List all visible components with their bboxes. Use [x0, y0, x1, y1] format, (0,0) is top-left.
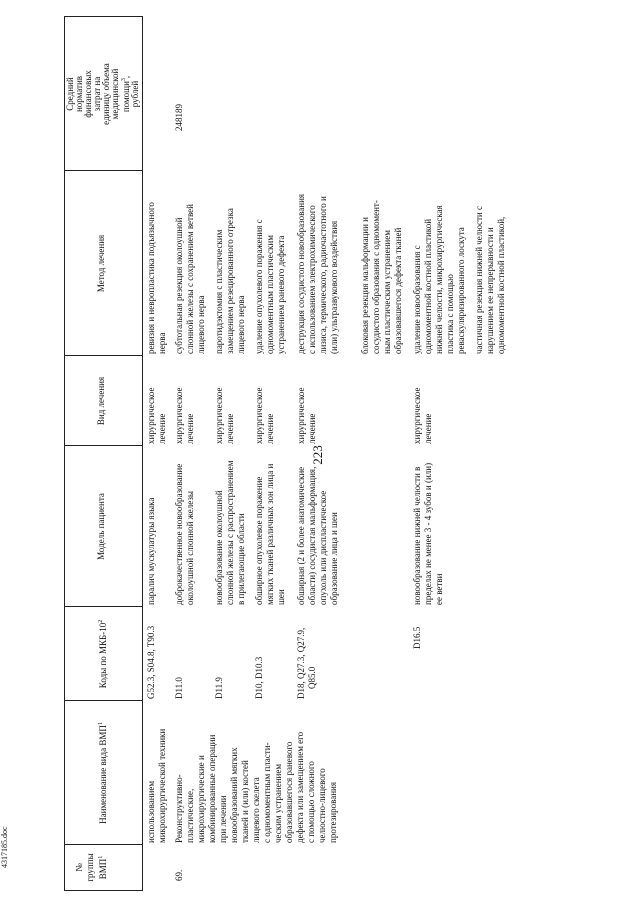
header-treatment-type: Вид лечения — [96, 376, 106, 426]
subrow-type: хирургическое лечение — [296, 387, 317, 444]
subrow-codes: D18, Q27.3, Q27.9, Q85.0 — [296, 627, 317, 699]
subrow-method-alt: блоковая резекция мальформации и сосудистого образования с одномомент- ным пластическим устранением образовавшегося дефекта тканей — [360, 200, 403, 354]
subrow-method: удаление опухолевого поражения с одномоментным пластическим устранением раневого дефекта — [254, 219, 286, 354]
subrow-model: обширное опухолевое поражение мягких тканей различных зон лица и шеи — [254, 463, 286, 605]
subrow-type: хирургическое лечение — [174, 387, 195, 444]
subrow-method-alt: частичная резекция нижней челюсти с нарушением ее непрерывности и одномоментной костной пластикой, — [474, 206, 506, 354]
subrow-model: новообразование нижней челюсти в пределах не менее 3 - 4 зубов и (или) ее ветви — [412, 462, 444, 605]
subrow-codes: D16.5 — [412, 626, 422, 649]
prev-row-codes: G52.3, S04.8, T90.3 — [146, 625, 156, 699]
subrow-codes: D11.0 — [174, 677, 184, 699]
subrow-method: субтотальная резекция околоушной слюнной железы с сохранением ветвей лицевого нерва — [174, 204, 206, 354]
header-average-cost: Средний норматив финансовых затрат на единицу объема медицинской помощи$^3$, рублей — [65, 63, 140, 125]
subrow-codes: D10, D10.3 — [254, 656, 264, 699]
header-treatment-method: Метод лечения — [96, 234, 106, 293]
header-patient-model: Модель пациента — [96, 493, 106, 560]
subrow-model: обширная (2 и более анатомические области) сосудистая мальформация, опухоль или диспластическое образование лица и шеи — [296, 466, 339, 605]
subrow-method: деструкция сосудистого новообразования с использованием электрохимического лизиса, термического, радиочастотного и (или) ультразвукового воздействия — [296, 193, 339, 354]
header-vmp-name: Наименование вида ВМП$^1$ — [98, 722, 108, 824]
subrow-model: доброкачественное новообразование околоушной слюнной железы — [174, 463, 195, 605]
subrow-type: хирургическое лечение — [214, 387, 235, 444]
subrow-type: хирургическое лечение — [254, 387, 275, 444]
prev-row-model: паралич мускулатуры языка — [146, 497, 156, 605]
prev-row-type: хирургическое лечение — [146, 387, 167, 444]
subrow-model: новообразование околоушной слюнной железы с распространением в прилегающие области — [214, 460, 246, 605]
subrow-method: паротидэктомия с пластическим замещением резецированного отрезка лицевого нерва — [214, 208, 246, 354]
row-69-average-cost: 248189 — [174, 104, 184, 131]
row-69-vmp-name: Реконструктивно- пластические, микрохирургические и комбинированные операции при лечении новообразований мягких тканей и (или) костей лицевого скелета с одномоментным пласти- ческим устранением образовавшегося раневого дефекта или замещением его с помощью сложного челюстно-лицевого протезирования — [174, 731, 338, 843]
prev-row-vmp-name: использованием микрохирургической техники — [146, 728, 167, 843]
prev-row-method: ревизия и невропластика подъязычного нерва — [146, 202, 167, 354]
page-number: 223 — [309, 445, 325, 465]
document-code: 4317185.doc — [0, 826, 9, 868]
row-69-number: 69. — [174, 869, 184, 881]
header-group-number: № группы ВМП$^1$ — [74, 853, 108, 882]
subrow-method: удаление новообразования с одномоментной костной пластикой нижней челюсти, микрохирургическая пластика с помощью реваскуляризированного лоскута — [412, 205, 466, 354]
header-mkb-codes: Коды по МКБ-$10^2$ — [98, 619, 108, 689]
subrow-type: хирургическое лечение — [412, 387, 433, 444]
subrow-codes: D11.9 — [214, 677, 224, 699]
rotated-table — [64, 16, 624, 891]
